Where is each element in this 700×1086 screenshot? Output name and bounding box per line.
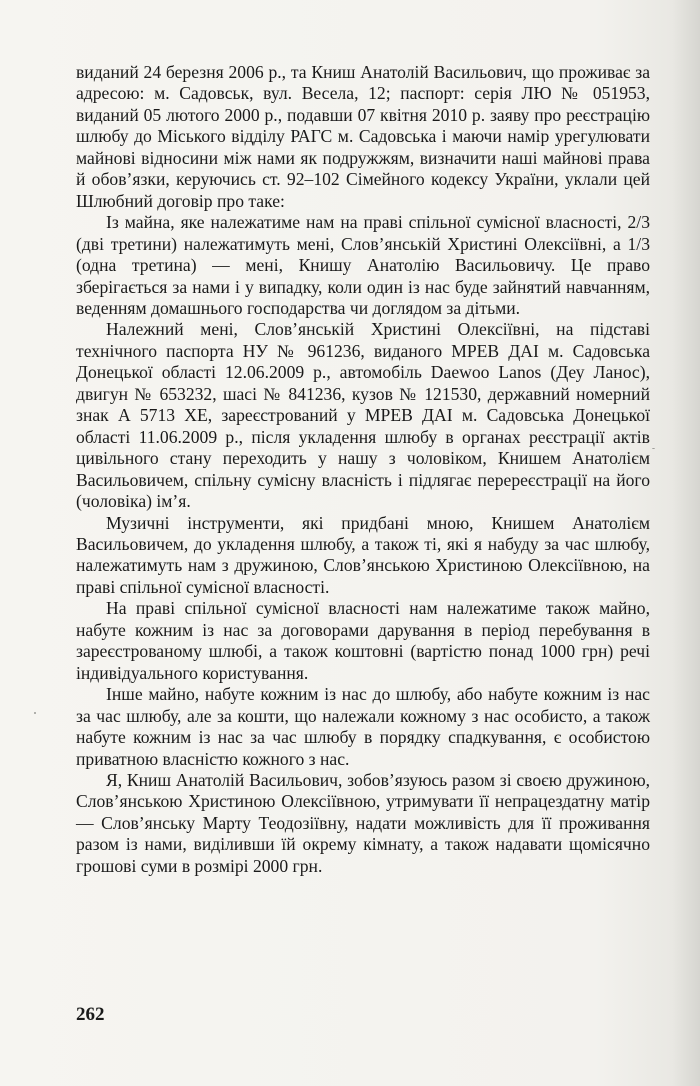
- paragraph-personal-property: Інше майно, набуте кожним із нас до шлюбу, або набуте кожним із нас за час шлюбу, але за кошти, що належали кожному з нас особисто, а також набуте кожним із нас за час шлюбу в порядку спадкування, є особистою приватною власністю кожного з нас.: [76, 684, 650, 769]
- paragraph-car: Належний мені, Слов’янській Христині Олексіївні, на підставі технічного паспорта НУ № 961236, виданого МРЕВ ДАІ м. Садовська Донецької області 12.06.2009 р., автомобіль Daewoo Lanos (Деу Ланос), двигун № 653232, шасі № 841236, кузов № 121530, державний номерний знак А 5713 ХЕ, зареєстрований у МРЕВ ДАІ м. Садовська Донецької області 11.06.2009 р., після укладення шлюбу в органах реєстрації актів цивільного стану переходить у нашу з чоловіком, Книшем Анатолієм Васильовичем, спільну сумісну власність і підлягає перереєстрації на його (чоловіка) ім’я.: [76, 319, 650, 512]
- paragraph-mother-support: Я, Книш Анатолій Васильович, зобов’язуюсь разом зі своєю дружиною, Слов’янською Христиною Олексіївною, утримувати її непрацездатну матір — Слов’янську Марту Теодозіївну, надати можливість для її проживання разом із нами, виділивши їй окрему кімнату, а також надавати щомісячно грошові суми в розмірі 2000 грн.: [76, 769, 650, 876]
- paragraph-continued-intro: виданий 24 березня 2006 р., та Книш Анатолій Васильович, що проживає за адресою: м. Садовськ, вул. Весела, 12; паспорт: серія ЛЮ № 051953, виданий 05 лютого 2000 р., подавши 07 квітня 2010 р. заяву про реєстрацію шлюбу до Міського відділу РАГС м. Садовська і маючи намір урегулювати майнові відносини між нами як подружжям, визначити наші майнові права й обов’язки, керуючись ст. 92–102 Сімейного кодексу України, уклали цей Шлюбний договір про таке:: [76, 62, 650, 211]
- document-body: [76, 62, 650, 877]
- paragraph-gifts: На праві спільної сумісної власності нам належатиме також майно, набуте кожним із нас за договорами дарування в період перебування в зареєстрованому шлюбі, а також коштовні (вартістю понад 1000 грн) речі індивідуального користування.: [76, 598, 650, 683]
- page-number: 262: [76, 1004, 105, 1025]
- paragraph-property-shares: Із майна, яке належатиме нам на праві спільної сумісної власності, 2/3 (дві третини) належатимуть мені, Слов’янській Христині Олексіївні, а 1/3 (одна третина) — мені, Книшу Анатолію Васильовичу. Це право зберігається за нами і у випадку, коли один із нас буде зайнятий навчанням, веденням домашнього господарства чи доглядом за дітьми.: [76, 212, 650, 318]
- paper-speck: [34, 712, 36, 714]
- paper-speck: [652, 448, 655, 449]
- paragraph-musical-instruments: Музичні інструменти, які придбані мною, Книшем Анатолієм Васильовичем, до укладення шлюбу, а також ті, які я набуду за час шлюбу, належатимуть нам з дружиною, Слов’янською Христиною Олексіївною, на праві спільної сумісної власності.: [76, 512, 650, 597]
